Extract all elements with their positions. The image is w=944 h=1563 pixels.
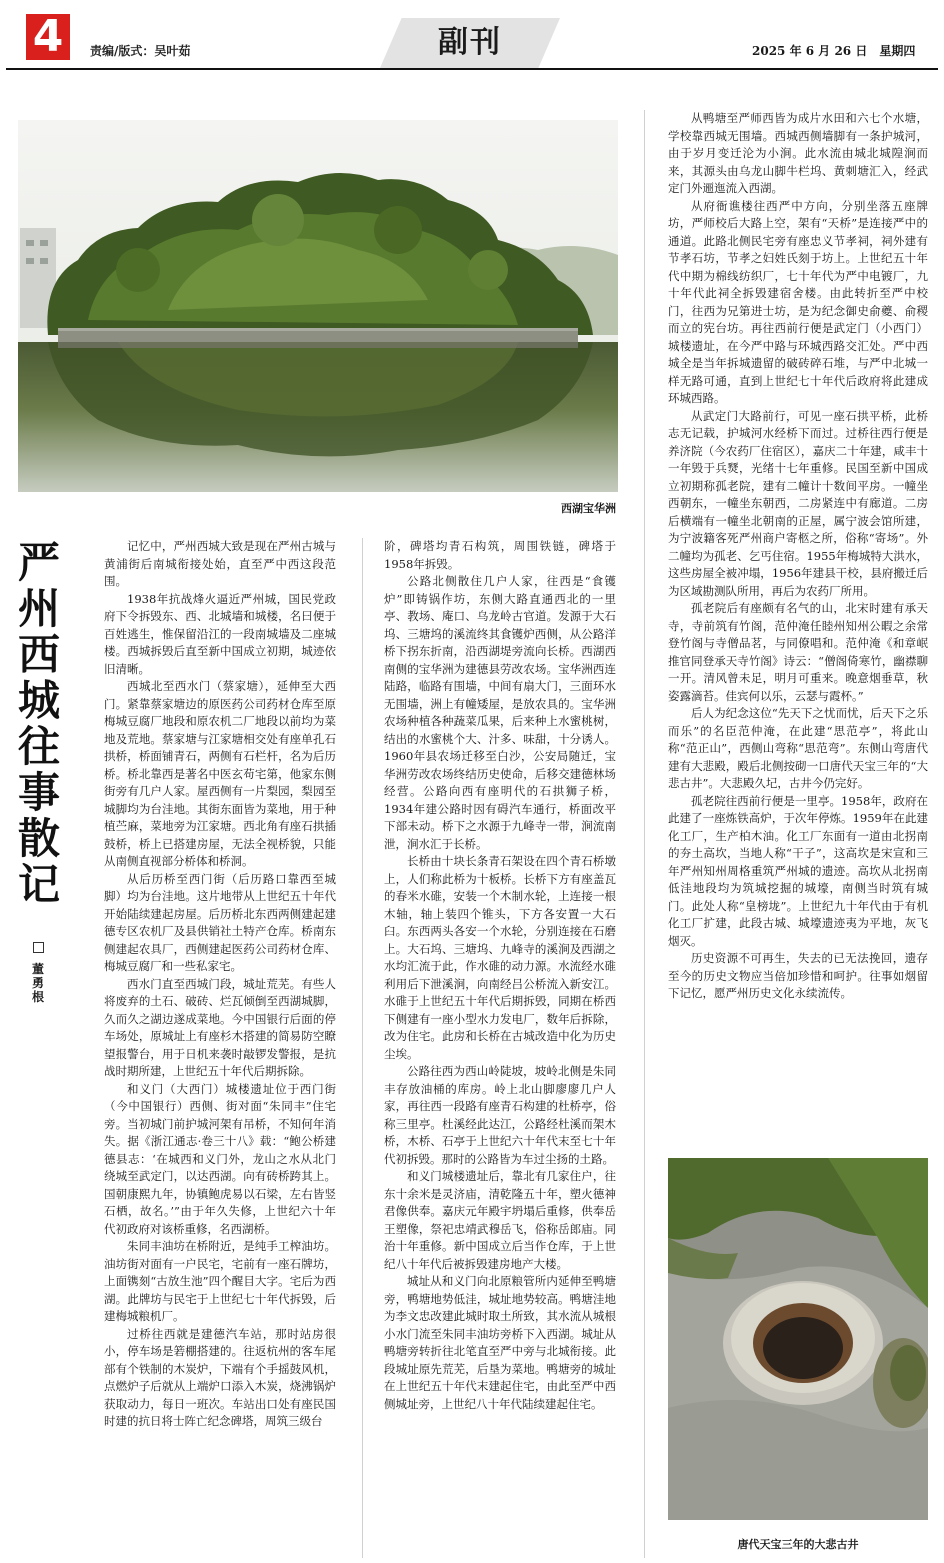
paragraph: 公路北侧散住几户人家，往西是“食镬炉”即铸锅作坊，东侧大路直通西北的一里亭、教场、庵口、乌龙岭古官道。发源于大石坞、三塘坞的溪流终其食镬炉西侧，从公路洋桥下拐东折南，沿西湖堤旁流向长桥。西湖西南侧的宝华洲为建德县劳改农场。宝华洲西连陆路，临路有围墙，中间有扇大门，三面环水无围墙，洲上有幢矮屋，是放农具的。宝华洲农场种植各种蔬菜瓜果，后来种上水蜜桃树，结出的水蜜桃个大、汁多、味甜，十分诱人。1960年县农场迁移至白沙，公安局随迁，宝华洲劳改农场终结历史使命，后移交建德林场经营。公路向西有座明代的石拱狮子桥，1934年建公路时因有碍汽车通行，桥面改平下部未动。桥下之水源于九峰寺一带，涧流南泄，涧水汇于长桥。	[384, 574, 616, 851]
article-column-2	[384, 538, 616, 1560]
paragraph: 城址从和义门向北原粮管所内延伸至鸭塘旁，鸭塘地势低洼，城址地势较高。鸭塘洼地为李文忠改建此城时取土所致，其水流从城根小水门流至朱同丰油坊旁桥下入西湖。城址从鸭塘旁转折往北笔直至严中旁与北城衔接。此段城址原先荒芜，后垦为菜地。鸭塘旁的城址在上世纪五十年代末建起住宅，由此至严中西侧城址旁，上世纪八十年代陆续建起住宅。	[384, 1274, 616, 1411]
paragraph: 历史资源不可再生，失去的已无法挽回，遗存至今的历史文物应当倍加珍惜和呵护。往事如烟留下记忆，愿严州历史文化永续流传。	[668, 951, 928, 1000]
bottom-photo-caption: 唐代天宝三年的大悲古井	[737, 1538, 859, 1551]
paragraph: 从后历桥至西门街（后历路口靠西至城脚）均为台洼地。这片地带从上世纪五十年代开始陆续建起房屋。后历桥北东西两侧建起建德专区农机厂及县供销社土特产仓库。桥南东侧建起农具厂，西侧建起医药公司药材仓库、梅城豆腐厂和一些私家宅。	[104, 871, 336, 973]
paragraph: 阶，碑塔均青石构筑，周围铁链，碑塔于1958年拆毁。	[384, 539, 616, 571]
page-number: 4	[26, 14, 70, 60]
paragraph: 从鸭塘至严师西皆为成片水田和六七个水塘，学校靠西城无围墙。西城西侧墙脚有一条护城河，由于岁月变迁沦为小涧。此水流由城北城隍涧而来，其源头由乌龙山脚牛栏坞、黄刺塘汇入，经武定门外逦迤流入西湖。	[668, 111, 928, 195]
paragraph: 长桥由十块长条青石架设在四个青石桥墩上，人们称此桥为十板桥。长桥下方有座盖瓦的春米水碓，安装一个木制水轮，上连接一根木轴，轴上装四个锥头，下方各安置一大石臼。东西两头各安一个水轮，分别连接在石磨上。大石坞、三塘坞、九峰寺的溪涧及西湖之水均汇流于此，作水碓的动力源。水流经水碓利用后下泄溪涧，向南经吕公桥流入新安江。水碓于上世纪五十年代后期拆毁，同期在桥西下侧建有一座小型水力发电厂，数年后拆除，改为住宅。此房和长桥在古城改造中化为历史尘埃。	[384, 854, 616, 1061]
article-column-1	[104, 538, 336, 1560]
paragraph: 过桥往西就是建德汽车站，那时站房很小，停车场是箬棚搭建的。往返杭州的客车尾部有个铁制的木炭炉，下端有个手摇鼓风机，点燃炉子后就从上端炉口添入木炭，烧沸锅炉获取动力，每日一班次。车站出口处有座民国时建的抗日将士阵亡纪念碑塔，周筑三级台	[104, 1326, 336, 1428]
paragraph: 后人为纪念这位“先天下之忧而忧，后天下之乐而乐”的名臣范仲淹，在此建“思范亭”，将此山称“范正山”，西侧山弯称“思范弯”。东侧山弯唐代建有大悲殿，殿后北侧按砌一口唐代天宝三年的“大悲古井”。大悲殿久圮，古井今仍完好。	[668, 706, 928, 790]
column-divider	[644, 110, 645, 1558]
paragraph: 和义门（大西门）城楼遗址位于西门街（今中国银行）西侧、街对面“朱同丰”住宅旁。当初城门前护城河架有吊桥，不知何年消失。据《浙江通志·卷三十八》载：“鲍公桥建德县志：‘在城西和义门外，龙山之水从北门绕城至武定门，以达西湖。向有砖桥跨其上。国朝康熙九年，协镇鲍虎易以石梁，左右皆竖石栖，故名。’”由于年久失修，上世纪六十年代初政府对该桥重修，名西湖桥。	[104, 1081, 336, 1236]
paragraph: 从武定门大路前行，可见一座石拱平桥，此桥志无记载，护城河水经桥下而过。过桥往西行便是养济院（今农药厂住宿区），嘉庆二十年建，咸丰十一年毁于兵燹，光绪十七年重修。民国至新中国成立初期称孤老院，建有二幢计十数间平房。一幢坐西朝东，一幢坐东朝西，二房紧连中有廊道。二房后横端有一幢坐北朝南的正屋，属宁波会馆所建，为宁波籍客死严州商户寄柩之所，俗称“寄场”。外二幢均为孤老、乞丐住宿。1955年梅城特大洪水，这些房屋全被冲塌，1956年建县干校，县府搬迁后为区域勘测队所用，再后为农药厂所用。	[668, 408, 928, 598]
paragraph: 朱同丰油坊在桥附近，是纯手工榨油坊。油坊街对面有一户民宅，宅前有一座石牌坊，上面镌刻“古放生池”四个醒目大字。宅后为西湖。此牌坊与民宅于上世纪七十年代拆毁，后建梅城粮机厂。	[104, 1239, 336, 1323]
paragraph: 公路往西为西山岭陡坡，坡岭北侧是朱同丰存放油桶的库房。岭上北山脚廖廖几户人家，再往西一段路有座青石构建的杜桥亭，俗称三里亭。杜溪经此达江，公路经杜溪而架木桥，木桥、石亭于上世纪六十年代末至七十年代初拆毁。那时的公路皆为车过尘扬的土路。	[384, 1064, 616, 1166]
paragraph: 1938年抗战烽火逼近严州城，国民党政府下令拆毁东、西、北城墙和城楼，名曰便于百姓逃生，惟保留沿江的一段南城墙及二座城楼。西城拆毁后直至新中国成立初期，城迹依旧清晰。	[104, 591, 336, 676]
lake-island-photo	[18, 120, 618, 492]
paragraph: 西水门直至西城门段，城址荒芜。有些人将废弃的土石、破砖、烂瓦倾倒至西湖城脚，久而久之湖边遂成菜地。今中国银行后面的停车场处，原城址上有座杉木搭建的简易防空瞭望报警台，用于日机来袭时敲锣发警报，是抗战时期所建，上世纪五十年代后期拆除。	[104, 976, 336, 1078]
paragraph: 西城北至西水门（蔡家塘），延伸至大西门。紧靠蔡家塘边的原医药公司药材仓库至原梅城豆腐厂地段和原农机二厂地段以前均为菜地及荒地。蔡家塘与江家塘相交处有座单孔石拱桥，桥面铺青石，两侧有石栏杆，名为后历桥。桥北靠西是著名中医玄苟宅第，他家东侧街旁有几户人家。屋西侧有一片梨园，梨园至城脚均为台洼地。其街东面皆为菜地，用于种植苎麻，菜地旁为江家塘。西北角有座石拱插鼓桥，桥上已搭建房屋，无法全视桥貌，只能从南侧直视部分桥体和桥洞。	[104, 679, 336, 868]
issue-date: 2025 年 6 月 26 日 星期四	[752, 44, 916, 58]
article-title: 严州西城往事散记	[17, 538, 60, 909]
author-marker-icon	[33, 942, 44, 953]
paragraph: 从府衙谯楼往西严中方向，分别坐落五座牌坊，严师校后大路上空，架有“天桥”是连接严中的通道。此路北侧民宅旁有座忠义节孝祠，祠外建有节孝石坊，节孝之妇姓氏刻于坊上。上世纪五十年代中期为棉线纺织厂，七十年代为严中电镀厂，九十年代此祠全拆毁建宿舍楼。由此转折至严中校门，往西为兄第进士坊，是为纪念御史俞夔、俞稷而立的宪台坊。再往西前行便是武定门（小西门）城楼遗址，在今严中路与环城西路交汇处。严中西城全是当年拆城遗留的破砖碎石堆，与严中北城一样无路可通，直到上世纪七十年代后政府将此建成环城西路。	[668, 198, 928, 405]
header-divider	[6, 68, 938, 70]
paragraph: 记忆中，严州西城大致是现在严州古城与黄浦街后南城衔接处始，直至严中西这段范围。	[104, 539, 336, 588]
editor-credit: 责编/版式：吴叶茹	[90, 44, 191, 58]
top-photo-caption: 西湖宝华洲	[561, 502, 616, 515]
paragraph: 孤老院后有座颇有名气的山，北宋时建有承天寺，寺前筑有竹阁，范仲淹任睦州知州公暇之余常登竹阁与寺僧品茗，与同僚唱和。范仲淹《和章岷推官同登承天寺竹阁》诗云：“僧阁倚寒竹，幽襟聊一开。清风曾未足，明月可重来。晚意烟垂草，秋姿露滴苔。佳宾何以乐，云瑟与霞杯。”	[668, 601, 928, 703]
article-author: 董勇根	[31, 962, 44, 1004]
section-title: 副刊	[438, 25, 502, 60]
column-divider	[362, 538, 363, 1558]
paragraph: 和义门城楼遗址后，靠北有几家住户，往东十余米是灵济庙，清乾隆五十年，塑火德神君像供奉。嘉庆元年殿宇坍塌后重修，供奉岳王塑像，祭祀忠靖武穆岳飞，俗称岳郎庙。同治十年重修。新中国成立后当作仓库，于上世纪八十年代后被拆毁建房地产大楼。	[384, 1169, 616, 1271]
article-column-3	[668, 110, 928, 1140]
ancient-well-photo	[668, 1158, 928, 1520]
paragraph: 孤老院往西前行便是一里亭。1958年，政府在此建了一座炼铁高炉，于次年停炼。1959年在此建化工厂，生产柏木油。化工厂东面有一道由北拐南的夯土高坎，当地人称“干子”，这高坎是宋宣和三年严州知州周格重筑严州城的遗迹。高坎从北拐南低洼地段均为筑城挖掘的城壕，南侧当时筑有城门。此处人称“皇榜垅”。上世纪九十年代由于有机化工厂扩建，此段古城、城壕遗迹夷为平地，灰飞烟灭。	[668, 793, 928, 948]
